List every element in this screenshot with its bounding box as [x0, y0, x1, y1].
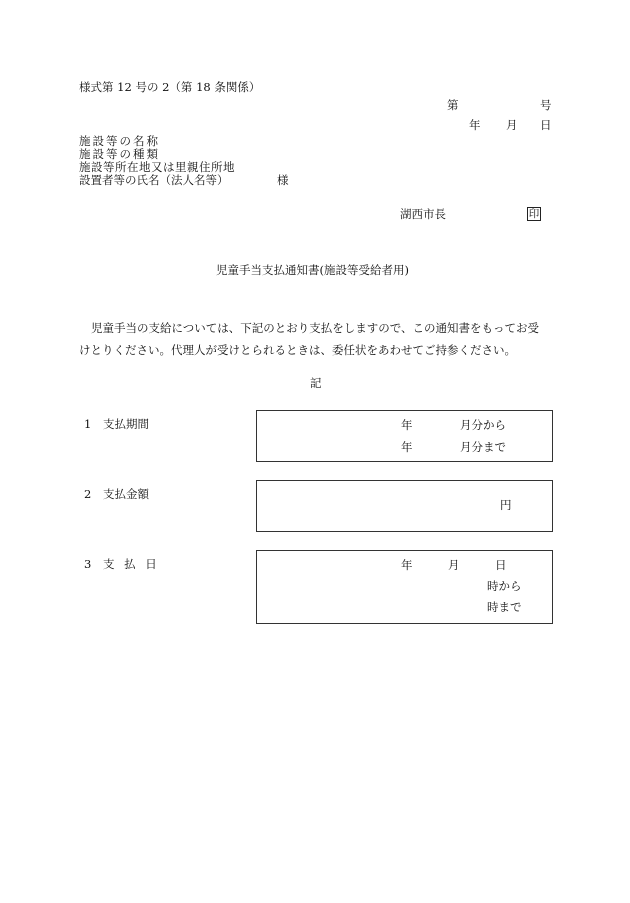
amount-unit: 円 — [500, 498, 512, 512]
document-title: 児童手当支払通知書(施設等受給者用) — [216, 263, 409, 277]
payment-time-to: 時まで — [487, 600, 522, 614]
form-number: 様式第 12 号の 2（第 18 条関係） — [79, 80, 261, 94]
date-day: 日 — [540, 118, 552, 132]
item-period-label: 支払期間 — [103, 417, 149, 431]
item-date-label: 支 払 日 — [103, 557, 160, 571]
item-amount-label: 支払金額 — [103, 487, 149, 501]
facility-address-label: 施設等所在地又は里親住所地 — [79, 160, 235, 174]
period-to-month: 月分まで — [460, 440, 506, 454]
body-paragraph — [79, 317, 557, 361]
amount-box — [256, 480, 553, 532]
honorific: 様 — [277, 173, 289, 187]
item-date-number: 3 — [84, 557, 92, 571]
seal-mark: 印 — [528, 208, 540, 220]
item-amount-number: 2 — [84, 487, 92, 501]
ki-heading: 記 — [310, 376, 322, 390]
payment-month: 月 — [448, 558, 460, 572]
date-month: 月 — [506, 118, 518, 132]
period-from-year: 年 — [401, 418, 413, 432]
issuer-title: 湖西市長 — [400, 207, 446, 221]
doc-number-prefix: 第 — [447, 98, 459, 112]
item-period-number: 1 — [84, 417, 92, 431]
facility-name-label: 施設等の名称 — [79, 134, 160, 148]
period-to-year: 年 — [401, 440, 413, 454]
payment-time-from: 時から — [487, 579, 522, 593]
period-from-month: 月分から — [460, 418, 506, 432]
body-line-1: 児童手当の支給については、下記のとおり支払をしますので、この通知書をもってお受 — [91, 321, 540, 335]
period-box — [256, 410, 553, 462]
operator-name-label: 設置者等の氏名（法人名等） — [79, 173, 229, 187]
payment-date-box — [256, 550, 553, 624]
date-year: 年 — [469, 118, 481, 132]
facility-type-label: 施設等の種類 — [79, 147, 160, 161]
body-line-2: けとりください。代理人が受けとられるときは、委任状をあわせてご持参ください。 — [79, 343, 516, 357]
payment-day: 日 — [495, 558, 507, 572]
doc-number-suffix: 号 — [540, 98, 552, 112]
payment-year: 年 — [401, 558, 413, 572]
